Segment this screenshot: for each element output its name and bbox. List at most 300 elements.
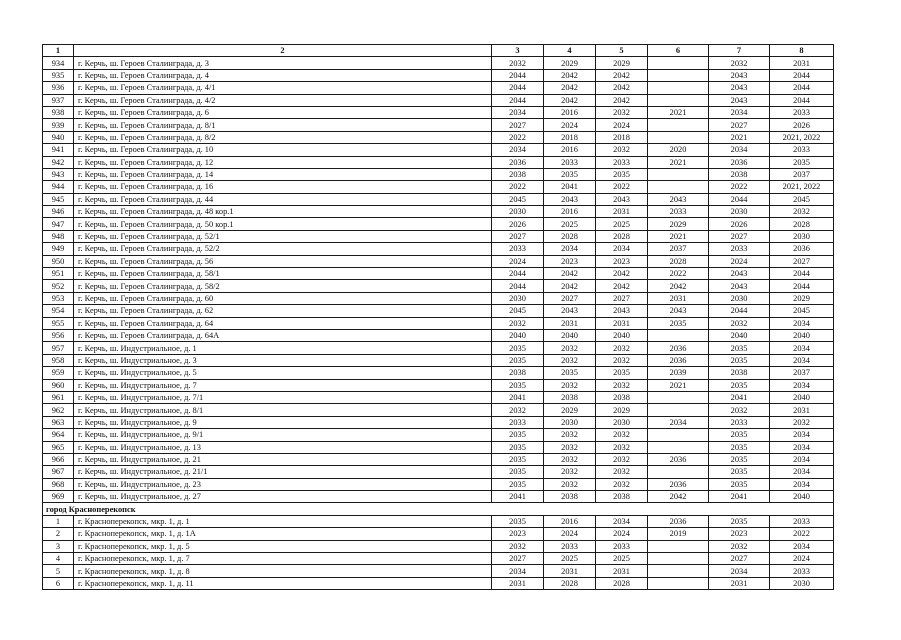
year-cell-col-7: 2021 bbox=[709, 131, 770, 143]
table-row bbox=[43, 553, 834, 565]
year-cell-col-7: 2030 bbox=[709, 206, 770, 218]
year-cell-col-8: 2034 bbox=[770, 441, 834, 453]
table-row bbox=[43, 144, 834, 156]
table-header-row bbox=[43, 45, 834, 57]
year-cell-col-6 bbox=[648, 404, 709, 416]
year-cell-col-8: 2022 bbox=[770, 528, 834, 540]
row-number-cell: 941 bbox=[43, 144, 74, 156]
table-row bbox=[43, 354, 834, 366]
year-cell-col-5: 2033 bbox=[596, 156, 648, 168]
year-cell-col-6 bbox=[648, 565, 709, 577]
year-cell-col-3: 2035 bbox=[492, 478, 544, 490]
row-number-cell: 942 bbox=[43, 156, 74, 168]
year-cell-col-6: 2019 bbox=[648, 528, 709, 540]
address-cell: г. Керчь, ш. Индустриальное, д. 13 bbox=[74, 441, 492, 453]
address-cell: г. Керчь, ш. Героев Сталинграда, д. 4/2 bbox=[74, 94, 492, 106]
table-row bbox=[43, 230, 834, 242]
address-cell: г. Керчь, ш. Героев Сталинграда, д. 4/1 bbox=[74, 82, 492, 94]
address-cell: г. Керчь, ш. Героев Сталинграда, д. 50 кор.1 bbox=[74, 218, 492, 230]
year-cell-col-4: 2027 bbox=[544, 292, 596, 304]
year-cell-col-3: 2033 bbox=[492, 243, 544, 255]
year-cell-col-4: 2024 bbox=[544, 528, 596, 540]
section-title: город Красноперекопск bbox=[43, 503, 834, 515]
year-cell-col-4: 2031 bbox=[544, 317, 596, 329]
year-cell-col-8: 2034 bbox=[770, 354, 834, 366]
year-cell-col-4: 2028 bbox=[544, 230, 596, 242]
address-cell: г. Керчь, ш. Индустриальное, д. 5 bbox=[74, 367, 492, 379]
year-cell-col-7: 2040 bbox=[709, 329, 770, 341]
year-cell-col-7: 2035 bbox=[709, 515, 770, 527]
year-cell-col-8: 2027 bbox=[770, 255, 834, 267]
year-cell-col-4: 2042 bbox=[544, 69, 596, 81]
year-cell-col-3: 2035 bbox=[492, 379, 544, 391]
row-number-cell: 934 bbox=[43, 57, 74, 69]
year-cell-col-7: 2038 bbox=[709, 168, 770, 180]
year-cell-col-4: 2032 bbox=[544, 453, 596, 465]
year-cell-col-4: 2035 bbox=[544, 168, 596, 180]
column-number-1: 1 bbox=[43, 45, 74, 57]
year-cell-col-7: 2034 bbox=[709, 565, 770, 577]
address-cell: г. Красноперекопск, мкр. 1, д. 8 bbox=[74, 565, 492, 577]
year-cell-col-3: 2044 bbox=[492, 94, 544, 106]
row-number-cell: 951 bbox=[43, 268, 74, 280]
year-cell-col-3: 2041 bbox=[492, 491, 544, 503]
year-cell-col-7: 2035 bbox=[709, 478, 770, 490]
year-cell-col-8: 2040 bbox=[770, 491, 834, 503]
table-row bbox=[43, 206, 834, 218]
year-cell-col-8: 2028 bbox=[770, 218, 834, 230]
year-cell-col-3: 2035 bbox=[492, 515, 544, 527]
row-number-cell: 3 bbox=[43, 540, 74, 552]
address-cell: г. Керчь, ш. Героев Сталинграда, д. 60 bbox=[74, 292, 492, 304]
year-cell-col-4: 2038 bbox=[544, 391, 596, 403]
row-number-cell: 4 bbox=[43, 553, 74, 565]
year-cell-col-8: 2034 bbox=[770, 540, 834, 552]
year-cell-col-4: 2016 bbox=[544, 106, 596, 118]
row-number-cell: 945 bbox=[43, 193, 74, 205]
year-cell-col-6 bbox=[648, 391, 709, 403]
address-cell: г. Керчь, ш. Героев Сталинграда, д. 58/2 bbox=[74, 280, 492, 292]
year-cell-col-5: 2028 bbox=[596, 230, 648, 242]
year-cell-col-3: 2032 bbox=[492, 57, 544, 69]
year-cell-col-4: 2042 bbox=[544, 82, 596, 94]
year-cell-col-8: 2034 bbox=[770, 478, 834, 490]
year-cell-col-3: 2035 bbox=[492, 429, 544, 441]
year-cell-col-5: 2030 bbox=[596, 416, 648, 428]
year-cell-col-4: 2032 bbox=[544, 478, 596, 490]
column-number-4: 4 bbox=[544, 45, 596, 57]
table-row bbox=[43, 528, 834, 540]
year-cell-col-6: 2021 bbox=[648, 379, 709, 391]
address-cell: г. Керчь, ш. Индустриальное, д. 3 bbox=[74, 354, 492, 366]
year-cell-col-6: 2039 bbox=[648, 367, 709, 379]
year-cell-col-6 bbox=[648, 131, 709, 143]
year-cell-col-8: 2044 bbox=[770, 94, 834, 106]
address-cell: г. Красноперекопск, мкр. 1, д. 1 bbox=[74, 515, 492, 527]
year-cell-col-7: 2024 bbox=[709, 255, 770, 267]
year-cell-col-3: 2041 bbox=[492, 391, 544, 403]
year-cell-col-5: 2027 bbox=[596, 292, 648, 304]
year-cell-col-8: 2035 bbox=[770, 156, 834, 168]
year-cell-col-3: 2032 bbox=[492, 404, 544, 416]
table-row bbox=[43, 453, 834, 465]
table-row bbox=[43, 57, 834, 69]
year-cell-col-6: 2042 bbox=[648, 491, 709, 503]
year-cell-col-8: 2031 bbox=[770, 57, 834, 69]
row-number-cell: 956 bbox=[43, 329, 74, 341]
year-cell-col-3: 2031 bbox=[492, 577, 544, 589]
row-number-cell: 950 bbox=[43, 255, 74, 267]
row-number-cell: 960 bbox=[43, 379, 74, 391]
year-cell-col-5: 2043 bbox=[596, 305, 648, 317]
table-row bbox=[43, 404, 834, 416]
row-number-cell: 2 bbox=[43, 528, 74, 540]
year-cell-col-7: 2035 bbox=[709, 354, 770, 366]
address-cell: г. Красноперекопск, мкр. 1, д. 7 bbox=[74, 553, 492, 565]
year-cell-col-5: 2023 bbox=[596, 255, 648, 267]
year-cell-col-8: 2044 bbox=[770, 69, 834, 81]
year-cell-col-4: 2025 bbox=[544, 553, 596, 565]
year-cell-col-3: 2032 bbox=[492, 317, 544, 329]
row-number-cell: 968 bbox=[43, 478, 74, 490]
year-cell-col-7: 2038 bbox=[709, 367, 770, 379]
year-cell-col-8: 2034 bbox=[770, 466, 834, 478]
year-cell-col-6: 2043 bbox=[648, 305, 709, 317]
year-cell-col-5: 2029 bbox=[596, 404, 648, 416]
address-cell: г. Красноперекопск, мкр. 1, д. 11 bbox=[74, 577, 492, 589]
year-cell-col-3: 2035 bbox=[492, 453, 544, 465]
year-cell-col-3: 2023 bbox=[492, 528, 544, 540]
year-cell-col-7: 2043 bbox=[709, 82, 770, 94]
row-number-cell: 954 bbox=[43, 305, 74, 317]
address-cell: г. Керчь, ш. Героев Сталинграда, д. 64 bbox=[74, 317, 492, 329]
table-row bbox=[43, 540, 834, 552]
row-number-cell: 6 bbox=[43, 577, 74, 589]
table-row bbox=[43, 255, 834, 267]
year-cell-col-6 bbox=[648, 429, 709, 441]
address-cell: г. Керчь, ш. Героев Сталинграда, д. 64А bbox=[74, 329, 492, 341]
year-cell-col-8: 2026 bbox=[770, 119, 834, 131]
year-cell-col-5: 2024 bbox=[596, 119, 648, 131]
year-cell-col-6: 2031 bbox=[648, 292, 709, 304]
year-cell-col-7: 2022 bbox=[709, 181, 770, 193]
year-cell-col-4: 2032 bbox=[544, 429, 596, 441]
year-cell-col-4: 2032 bbox=[544, 342, 596, 354]
year-cell-col-5: 2024 bbox=[596, 528, 648, 540]
year-cell-col-3: 2034 bbox=[492, 565, 544, 577]
year-cell-col-3: 2027 bbox=[492, 119, 544, 131]
address-cell: г. Керчь, ш. Героев Сталинграда, д. 8/1 bbox=[74, 119, 492, 131]
year-cell-col-3: 2030 bbox=[492, 292, 544, 304]
year-cell-col-5: 2018 bbox=[596, 131, 648, 143]
year-cell-col-6: 2036 bbox=[648, 342, 709, 354]
table-row bbox=[43, 181, 834, 193]
address-cell: г. Керчь, ш. Героев Сталинграда, д. 16 bbox=[74, 181, 492, 193]
year-cell-col-4: 2043 bbox=[544, 193, 596, 205]
year-cell-col-3: 2044 bbox=[492, 268, 544, 280]
year-cell-col-6: 2043 bbox=[648, 193, 709, 205]
year-cell-col-7: 2035 bbox=[709, 429, 770, 441]
year-cell-col-7: 2044 bbox=[709, 193, 770, 205]
table-row bbox=[43, 391, 834, 403]
year-cell-col-4: 2034 bbox=[544, 243, 596, 255]
year-cell-col-5: 2031 bbox=[596, 206, 648, 218]
year-cell-col-5: 2033 bbox=[596, 540, 648, 552]
address-cell: г. Керчь, ш. Героев Сталинграда, д. 8/2 bbox=[74, 131, 492, 143]
year-cell-col-7: 2033 bbox=[709, 416, 770, 428]
year-cell-col-7: 2034 bbox=[709, 144, 770, 156]
year-cell-col-7: 2035 bbox=[709, 466, 770, 478]
table-row bbox=[43, 478, 834, 490]
year-cell-col-4: 2038 bbox=[544, 491, 596, 503]
year-cell-col-4: 2035 bbox=[544, 367, 596, 379]
year-cell-col-5: 2032 bbox=[596, 466, 648, 478]
address-cell: г. Керчь, ш. Индустриальное, д. 9/1 bbox=[74, 429, 492, 441]
year-cell-col-4: 2042 bbox=[544, 94, 596, 106]
year-cell-col-3: 2044 bbox=[492, 82, 544, 94]
year-cell-col-7: 2026 bbox=[709, 218, 770, 230]
year-cell-col-5: 2032 bbox=[596, 478, 648, 490]
year-cell-col-5: 2031 bbox=[596, 317, 648, 329]
year-cell-col-6 bbox=[648, 540, 709, 552]
year-cell-col-5: 2038 bbox=[596, 391, 648, 403]
year-cell-col-5: 2032 bbox=[596, 453, 648, 465]
year-cell-col-4: 2016 bbox=[544, 206, 596, 218]
address-cell: г. Керчь, ш. Героев Сталинграда, д. 4 bbox=[74, 69, 492, 81]
row-number-cell: 948 bbox=[43, 230, 74, 242]
year-cell-col-8: 2040 bbox=[770, 391, 834, 403]
year-cell-col-3: 2040 bbox=[492, 329, 544, 341]
year-cell-col-3: 2038 bbox=[492, 168, 544, 180]
year-cell-col-8: 2034 bbox=[770, 317, 834, 329]
address-cell: г. Керчь, ш. Индустриальное, д. 7 bbox=[74, 379, 492, 391]
year-cell-col-5: 2032 bbox=[596, 106, 648, 118]
row-number-cell: 966 bbox=[43, 453, 74, 465]
year-cell-col-5: 2035 bbox=[596, 168, 648, 180]
year-cell-col-5: 2042 bbox=[596, 69, 648, 81]
year-cell-col-7: 2036 bbox=[709, 156, 770, 168]
year-cell-col-6 bbox=[648, 577, 709, 589]
year-cell-col-6 bbox=[648, 82, 709, 94]
year-cell-col-8: 2021, 2022 bbox=[770, 131, 834, 143]
year-cell-col-7: 2035 bbox=[709, 342, 770, 354]
year-cell-col-4: 2028 bbox=[544, 577, 596, 589]
year-cell-col-5: 2034 bbox=[596, 515, 648, 527]
year-cell-col-6 bbox=[648, 441, 709, 453]
table-row bbox=[43, 441, 834, 453]
table-row bbox=[43, 416, 834, 428]
year-cell-col-7: 2035 bbox=[709, 453, 770, 465]
year-cell-col-4: 2040 bbox=[544, 329, 596, 341]
year-cell-col-6 bbox=[648, 466, 709, 478]
year-cell-col-6: 2036 bbox=[648, 515, 709, 527]
year-cell-col-4: 2043 bbox=[544, 305, 596, 317]
table-row bbox=[43, 429, 834, 441]
year-cell-col-6 bbox=[648, 94, 709, 106]
row-number-cell: 935 bbox=[43, 69, 74, 81]
year-cell-col-7: 2043 bbox=[709, 268, 770, 280]
table-row bbox=[43, 243, 834, 255]
table-row bbox=[43, 69, 834, 81]
row-number-cell: 936 bbox=[43, 82, 74, 94]
year-cell-col-4: 2032 bbox=[544, 441, 596, 453]
row-number-cell: 963 bbox=[43, 416, 74, 428]
row-number-cell: 969 bbox=[43, 491, 74, 503]
year-cell-col-5: 2032 bbox=[596, 379, 648, 391]
row-number-cell: 957 bbox=[43, 342, 74, 354]
year-cell-col-8: 2030 bbox=[770, 230, 834, 242]
row-number-cell: 947 bbox=[43, 218, 74, 230]
row-number-cell: 944 bbox=[43, 181, 74, 193]
year-cell-col-8: 2045 bbox=[770, 305, 834, 317]
year-cell-col-3: 2035 bbox=[492, 354, 544, 366]
row-number-cell: 965 bbox=[43, 441, 74, 453]
table-row bbox=[43, 491, 834, 503]
table-row bbox=[43, 131, 834, 143]
table-row bbox=[43, 292, 834, 304]
year-cell-col-4: 2029 bbox=[544, 404, 596, 416]
year-cell-col-8: 2045 bbox=[770, 193, 834, 205]
table-row bbox=[43, 268, 834, 280]
year-cell-col-6 bbox=[648, 329, 709, 341]
year-cell-col-8: 2032 bbox=[770, 416, 834, 428]
address-cell: г. Керчь, ш. Героев Сталинграда, д. 56 bbox=[74, 255, 492, 267]
year-cell-col-3: 2036 bbox=[492, 156, 544, 168]
year-cell-col-3: 2044 bbox=[492, 280, 544, 292]
year-cell-col-4: 2030 bbox=[544, 416, 596, 428]
table-row bbox=[43, 193, 834, 205]
year-cell-col-6 bbox=[648, 119, 709, 131]
year-cell-col-5: 2032 bbox=[596, 354, 648, 366]
year-cell-col-5: 2043 bbox=[596, 193, 648, 205]
year-cell-col-3: 2035 bbox=[492, 466, 544, 478]
year-cell-col-6: 2029 bbox=[648, 218, 709, 230]
table-row bbox=[43, 367, 834, 379]
year-cell-col-6: 2037 bbox=[648, 243, 709, 255]
year-cell-col-7: 2027 bbox=[709, 230, 770, 242]
year-cell-col-4: 2033 bbox=[544, 156, 596, 168]
year-cell-col-4: 2024 bbox=[544, 119, 596, 131]
row-number-cell: 937 bbox=[43, 94, 74, 106]
year-cell-col-8: 2029 bbox=[770, 292, 834, 304]
year-cell-col-3: 2027 bbox=[492, 230, 544, 242]
address-cell: г. Керчь, ш. Героев Сталинграда, д. 62 bbox=[74, 305, 492, 317]
table-row bbox=[43, 156, 834, 168]
year-cell-col-7: 2043 bbox=[709, 94, 770, 106]
year-cell-col-3: 2030 bbox=[492, 206, 544, 218]
table-row bbox=[43, 565, 834, 577]
housing-repair-schedule-table bbox=[42, 44, 834, 590]
year-cell-col-8: 2033 bbox=[770, 144, 834, 156]
year-cell-col-3: 2038 bbox=[492, 367, 544, 379]
year-cell-col-6: 2033 bbox=[648, 206, 709, 218]
address-cell: г. Керчь, ш. Индустриальное, д. 27 bbox=[74, 491, 492, 503]
year-cell-col-4: 2018 bbox=[544, 131, 596, 143]
year-cell-col-3: 2034 bbox=[492, 106, 544, 118]
year-cell-col-8: 2044 bbox=[770, 82, 834, 94]
row-number-cell: 943 bbox=[43, 168, 74, 180]
year-cell-col-6: 2035 bbox=[648, 317, 709, 329]
year-cell-col-8: 2024 bbox=[770, 553, 834, 565]
year-cell-col-5: 2042 bbox=[596, 94, 648, 106]
year-cell-col-7: 2023 bbox=[709, 528, 770, 540]
address-cell: г. Керчь, ш. Индустриальное, д. 23 bbox=[74, 478, 492, 490]
year-cell-col-7: 2033 bbox=[709, 243, 770, 255]
table-row bbox=[43, 577, 834, 589]
address-cell: г. Керчь, ш. Индустриальное, д. 8/1 bbox=[74, 404, 492, 416]
year-cell-col-6 bbox=[648, 553, 709, 565]
row-number-cell: 967 bbox=[43, 466, 74, 478]
table-row bbox=[43, 168, 834, 180]
year-cell-col-7: 2034 bbox=[709, 106, 770, 118]
year-cell-col-6: 2036 bbox=[648, 478, 709, 490]
column-number-3: 3 bbox=[492, 45, 544, 57]
year-cell-col-8: 2034 bbox=[770, 453, 834, 465]
year-cell-col-5: 2029 bbox=[596, 57, 648, 69]
year-cell-col-4: 2032 bbox=[544, 354, 596, 366]
address-cell: г. Керчь, ш. Героев Сталинграда, д. 12 bbox=[74, 156, 492, 168]
year-cell-col-3: 2044 bbox=[492, 69, 544, 81]
row-number-cell: 955 bbox=[43, 317, 74, 329]
column-number-6: 6 bbox=[648, 45, 709, 57]
year-cell-col-3: 2045 bbox=[492, 305, 544, 317]
row-number-cell: 952 bbox=[43, 280, 74, 292]
address-cell: г. Красноперекопск, мкр. 1, д. 1А bbox=[74, 528, 492, 540]
table-row bbox=[43, 466, 834, 478]
row-number-cell: 1 bbox=[43, 515, 74, 527]
year-cell-col-6: 2022 bbox=[648, 268, 709, 280]
year-cell-col-3: 2027 bbox=[492, 553, 544, 565]
year-cell-col-8: 2034 bbox=[770, 379, 834, 391]
year-cell-col-5: 2042 bbox=[596, 268, 648, 280]
year-cell-col-8: 2034 bbox=[770, 429, 834, 441]
year-cell-col-7: 2031 bbox=[709, 577, 770, 589]
year-cell-col-5: 2032 bbox=[596, 342, 648, 354]
row-number-cell: 953 bbox=[43, 292, 74, 304]
address-cell: г. Керчь, ш. Героев Сталинграда, д. 10 bbox=[74, 144, 492, 156]
address-cell: г. Керчь, ш. Героев Сталинграда, д. 48 кор.1 bbox=[74, 206, 492, 218]
address-cell: г. Керчь, ш. Героев Сталинграда, д. 44 bbox=[74, 193, 492, 205]
address-cell: г. Керчь, ш. Героев Сталинграда, д. 52/1 bbox=[74, 230, 492, 242]
year-cell-col-6: 2036 bbox=[648, 354, 709, 366]
address-cell: г. Керчь, ш. Индустриальное, д. 1 bbox=[74, 342, 492, 354]
year-cell-col-4: 2016 bbox=[544, 144, 596, 156]
year-cell-col-3: 2026 bbox=[492, 218, 544, 230]
year-cell-col-3: 2033 bbox=[492, 416, 544, 428]
year-cell-col-5: 2032 bbox=[596, 144, 648, 156]
row-number-cell: 962 bbox=[43, 404, 74, 416]
year-cell-col-3: 2035 bbox=[492, 342, 544, 354]
year-cell-col-6: 2020 bbox=[648, 144, 709, 156]
year-cell-col-7: 2032 bbox=[709, 404, 770, 416]
table-row bbox=[43, 317, 834, 329]
address-cell: г. Керчь, ш. Героев Сталинграда, д. 14 bbox=[74, 168, 492, 180]
table-row bbox=[43, 218, 834, 230]
row-number-cell: 938 bbox=[43, 106, 74, 118]
year-cell-col-5: 2032 bbox=[596, 429, 648, 441]
address-cell: г. Керчь, ш. Героев Сталинграда, д. 3 bbox=[74, 57, 492, 69]
year-cell-col-6 bbox=[648, 57, 709, 69]
year-cell-col-6: 2034 bbox=[648, 416, 709, 428]
year-cell-col-5: 2038 bbox=[596, 491, 648, 503]
year-cell-col-7: 2041 bbox=[709, 491, 770, 503]
table-row bbox=[43, 119, 834, 131]
year-cell-col-6 bbox=[648, 168, 709, 180]
year-cell-col-8: 2032 bbox=[770, 206, 834, 218]
year-cell-col-5: 2022 bbox=[596, 181, 648, 193]
year-cell-col-4: 2033 bbox=[544, 540, 596, 552]
column-number-5: 5 bbox=[596, 45, 648, 57]
